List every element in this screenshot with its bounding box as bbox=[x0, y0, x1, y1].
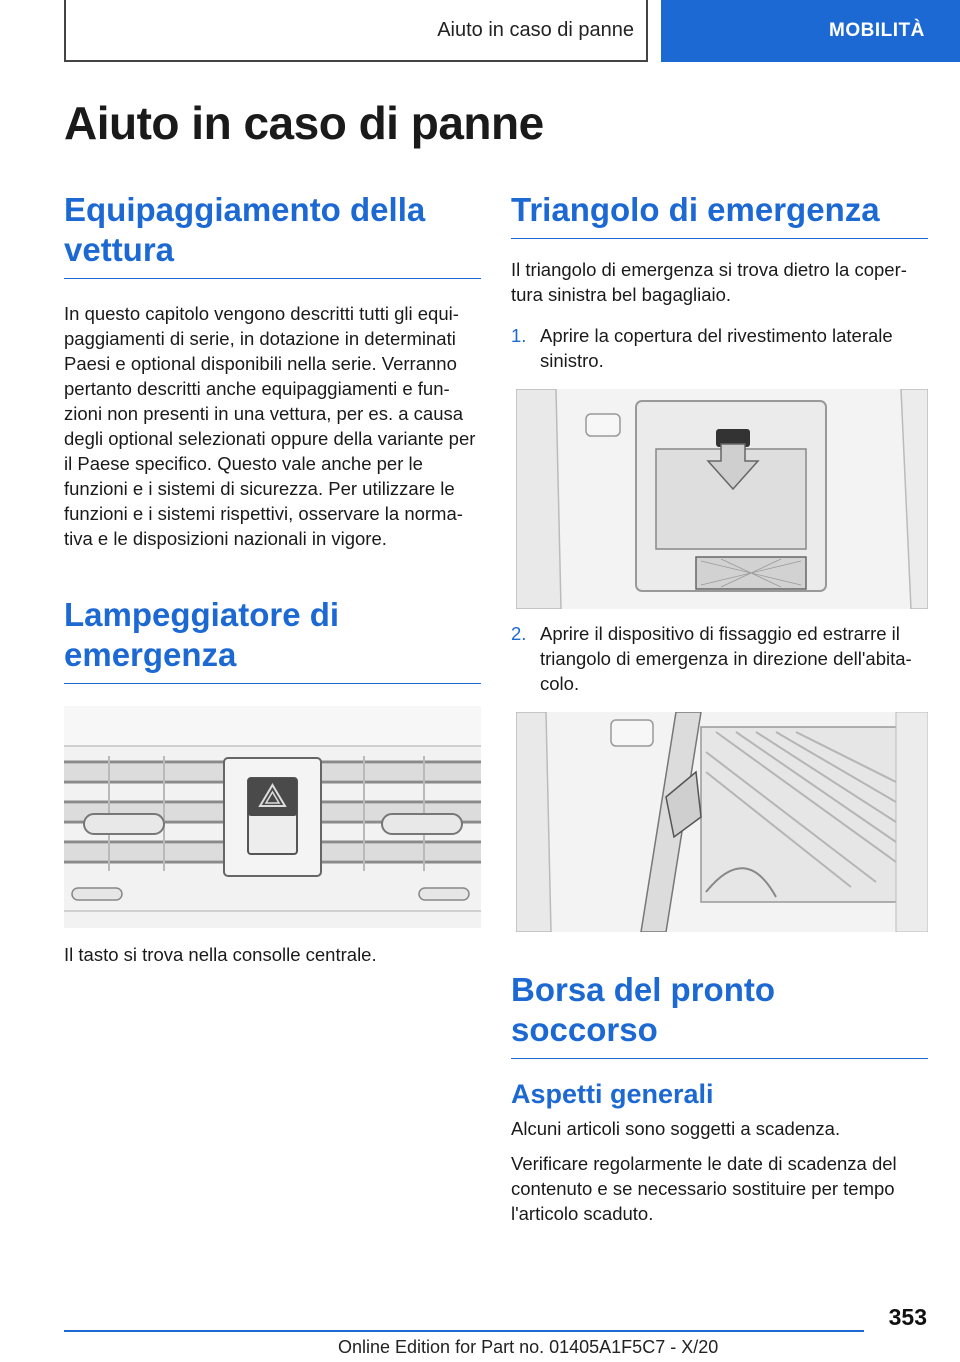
firstaid-p2: Verificare regolarmente le date di scadenza del contenuto e se necessario sostituire per tempo l'articolo scaduto. bbox=[511, 1153, 897, 1224]
right-column bbox=[511, 190, 928, 1226]
trunk-cover-illustration bbox=[516, 389, 928, 609]
header-chapter-tab bbox=[661, 0, 960, 62]
page-number: 353 bbox=[888, 1304, 927, 1330]
triangle-steps-2 bbox=[511, 621, 928, 696]
subtitle-general: Aspetti generali bbox=[511, 1079, 714, 1109]
section-title-triangle: Triangolo di emergenza bbox=[511, 190, 928, 239]
section-title-firstaid: Borsa del pronto soccorso bbox=[511, 970, 928, 1059]
step-text: Aprire la copertura del rivestimento laterale sinistro. bbox=[540, 325, 893, 371]
step-item bbox=[511, 323, 928, 373]
header-chapter-label: MOBILITÀ bbox=[829, 20, 925, 41]
triangle-removal-illustration bbox=[516, 712, 928, 932]
header-section-tab bbox=[64, 0, 648, 62]
hazard-caption: Il tasto si trova nella consolle centrale. bbox=[64, 944, 377, 965]
hazard-button-illustration bbox=[64, 706, 481, 928]
step-item bbox=[511, 621, 928, 696]
firstaid-p1: Alcuni articoli sono soggetti a scadenza. bbox=[511, 1118, 841, 1139]
page-title: Aiuto in caso di panne bbox=[64, 97, 544, 149]
footer-divider bbox=[64, 1330, 864, 1332]
header-section-label: Aiuto in caso di panne bbox=[437, 18, 634, 41]
equipment-text: In questo capitolo vengono descritti tutti gli equipaggiamenti di serie, in dotazione in determinati Paesi e optional disponibili nella serie. Verranno pertanto descritti anche equipaggiamenti e funzioni non presenti in una vettura, per es. a causa degli optional selezionati oppure della variante per il Paese specifico. Questo vale anche per le funzioni e i sistemi di sicurezza. Per utilizzare le funzioni e i sistemi rispettivi, osservare la normativa e le disposizioni nazionali in vigore. bbox=[64, 303, 476, 549]
section-title-hazard: Lampeggiatore di emergenza bbox=[64, 595, 481, 684]
left-column bbox=[64, 190, 481, 967]
footer-edition: Online Edition for Part no. 01405A1F5C7 - X/20 bbox=[338, 1337, 719, 1357]
step-number: 2. bbox=[511, 623, 527, 644]
section-title-equipment: Equipaggiamento della vettura bbox=[64, 190, 481, 279]
step-text: Aprire il dispositivo di fissaggio ed estrarre il triangolo di emergenza in direzione dell'abitacolo. bbox=[540, 623, 912, 694]
triangle-steps bbox=[511, 323, 928, 373]
step-number: 1. bbox=[511, 325, 527, 346]
triangle-text: Il triangolo di emergenza si trova dietro la copertura sinistra bel bagagliaio. bbox=[511, 259, 907, 305]
